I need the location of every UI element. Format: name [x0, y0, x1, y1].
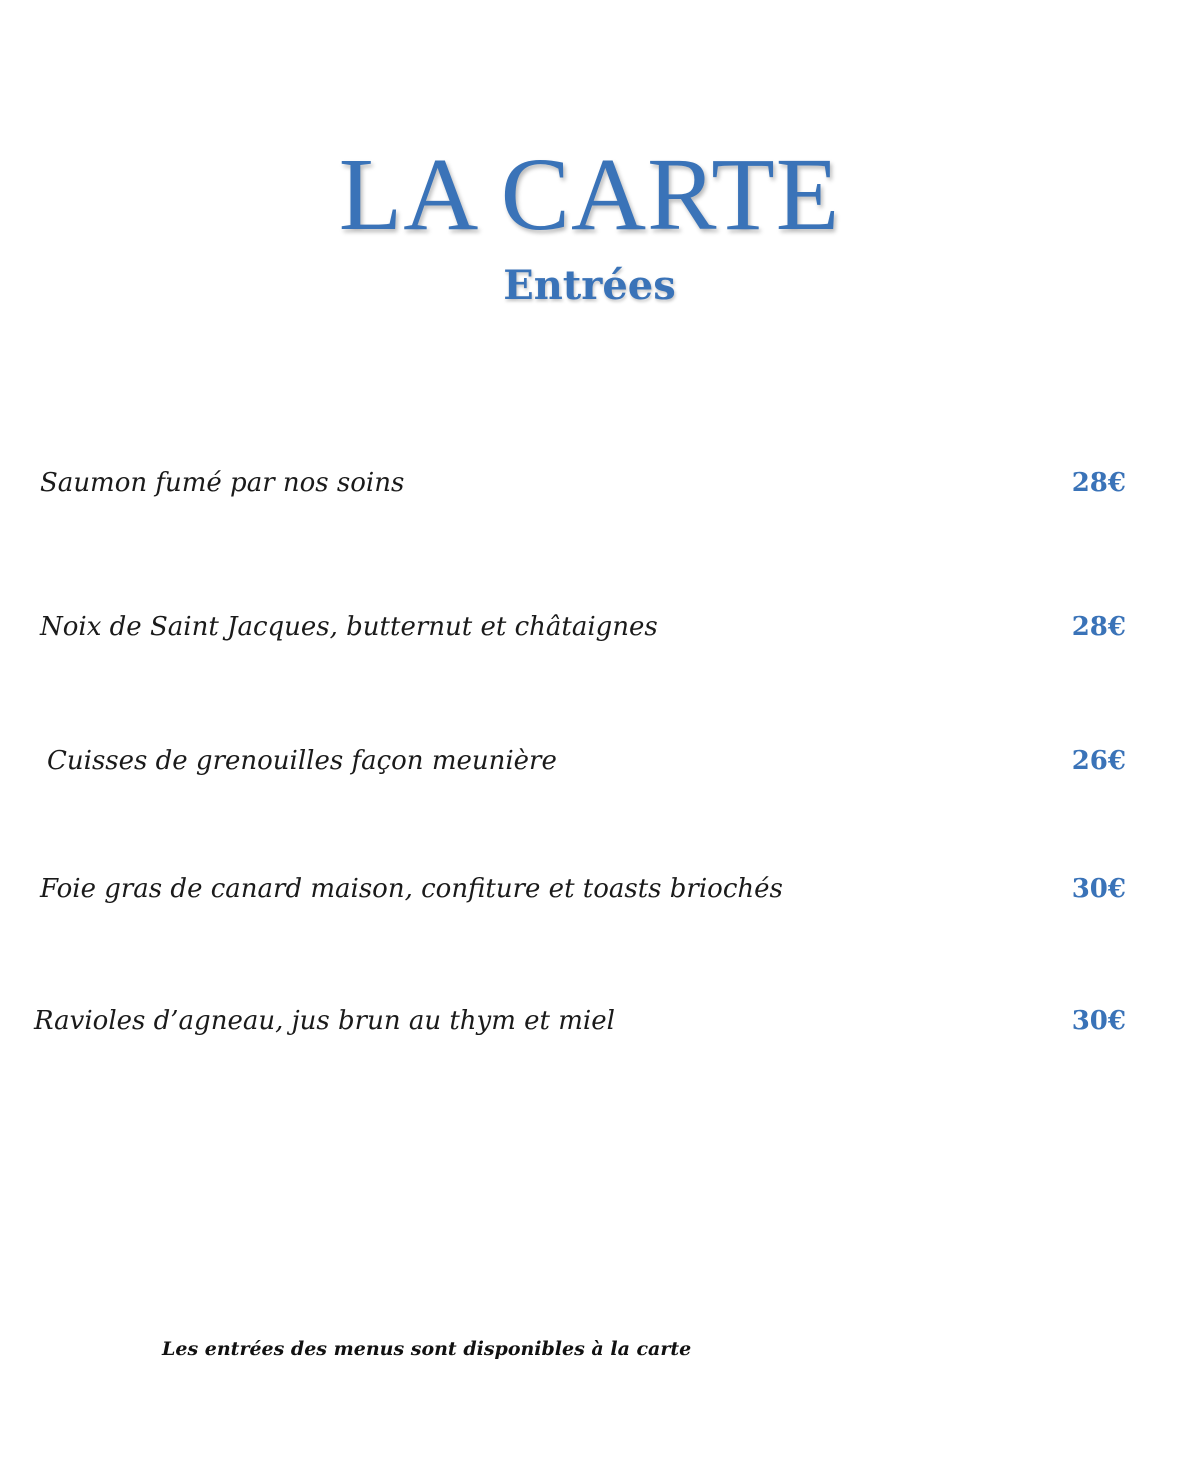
menu-item-name: Saumon fumé par nos soins	[40, 468, 405, 498]
page-title: LA CARTE	[338, 137, 841, 252]
menu-item	[0, 867, 1179, 911]
menu-item-name: Foie gras de canard maison, confiture et toasts briochés	[40, 874, 783, 904]
menu-item-price: 30€	[1071, 874, 1126, 904]
menu-item-price: 28€	[1071, 612, 1126, 642]
menu-item-name: Ravioles d’agneau, jus brun au thym et miel	[34, 1006, 615, 1036]
menu-item-name: Noix de Saint Jacques, butternut et châtaignes	[40, 612, 658, 642]
menu-item	[0, 739, 1179, 783]
footer-note: Les entrées des menus sont disponibles à la carte	[162, 1338, 692, 1360]
menu-item	[0, 461, 1179, 505]
menu-item	[0, 999, 1179, 1043]
menu-item-price: 30€	[1071, 1006, 1126, 1036]
menu-item-name: Cuisses de grenouilles façon meunière	[47, 746, 557, 776]
section-title: Entrées	[503, 262, 676, 309]
menu-item-price: 26€	[1071, 746, 1126, 776]
menu-item-price: 28€	[1071, 468, 1126, 498]
menu-item	[0, 605, 1179, 649]
